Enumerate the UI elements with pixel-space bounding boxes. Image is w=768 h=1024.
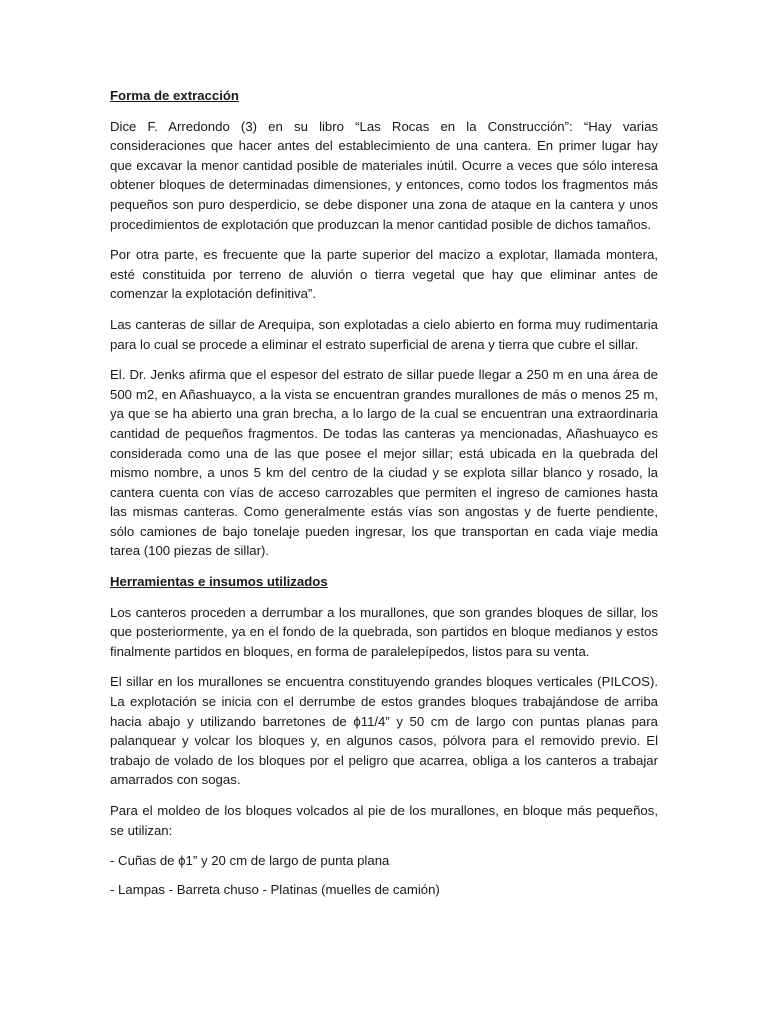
paragraph-canteras-arequipa: Las canteras de sillar de Arequipa, son explotadas a cielo abierto en forma muy rudimentaria para lo cual se procede a eliminar el estrato superficial de arena y tierra que cubre el sillar. [110, 316, 658, 352]
list-item-cunas: - Cuñas de ϕ1” y 20 cm de largo de punta plana [110, 853, 390, 869]
section-heading-extraction: Forma de extracción [110, 88, 239, 103]
paragraph-canteros: Los canteros proceden a derrumbar a los murallones, que son grandes bloques de sillar, los que posteriormente, ya en el fondo de la quebrada, son partidos en bloque medianos y estos finalmente partidos en bloques, en forma de paralelepípedos, listos para su venta. [110, 604, 658, 659]
section-heading-tools: Herramientas e insumos utilizados [110, 574, 328, 590]
paragraph-arredondo-quote: Dice F. Arredondo (3) en su libro “Las Rocas en la Construcción”: “Hay varias consideraciones que hacer antes del establecimiento de una cantera. En primer lugar hay que excavar la menor cantidad posible de materiales inútil. Ocurre a veces que sólo interesa obtener bloques de determinadas dimensiones, y entonces, como todos los fragmentos más pequeños son puro desperdicio, se debe disponer una zona de ataque en la cantera y unos procedimientos de explotación que produzcan la menor cantidad posible de dichos tamaños. [110, 118, 658, 232]
document-body [110, 86, 658, 908]
paragraph-moldeo: Para el moldeo de los bloques volcados al pie de los murallones, en bloque más pequeños, se utilizan: [110, 803, 658, 838]
paragraph-pilcos: El sillar en los murallones se encuentra constituyendo grandes bloques verticales (PILCOS). La explotación se inicia con el derrumbe de estos grandes bloques trabajándose de arriba hacia abajo y utilizando barretones de ϕ11/4” y 50 cm de largo con puntas planas para palanquear y volcar los bloques y, en algunos casos, pólvora para el removido previo. El trabajo de volado de los bloques por el peligro que acarrea, obliga a los canteros a trabajar amarrados con sogas. [110, 674, 658, 788]
paragraph-montera: Por otra parte, es frecuente que la parte superior del macizo a explotar, llamada montera, esté constituida por terreno de aluvión o tierra vegetal que hay que eliminar antes de comenzar la explotación definitiva”. [110, 247, 658, 302]
list-item-lampas: - Lampas - Barreta chuso - Platinas (muelles de camión) [110, 881, 440, 897]
paragraph-jenks: El. Dr. Jenks afirma que el espesor del estrato de sillar puede llegar a 250 m en una área de 500 m2, en Añashuayco, a la vista se encuentran grandes murallones de más o menos 25 m, ya que se ha abierto una gran brecha, a lo largo de la cual se encuentran una extraordinaria cantidad de pequeños fragmentos. De todas las canteras ya mencionadas, Añashuayco es considerada como una de las que posee el mejor sillar; está ubicada en la quebrada del mismo nombre, a unos 5 km del centro de la ciudad y se explota sillar blanco y rosado, la cantera cuenta con vías de acceso carrozables que permiten el ingreso de camiones hasta las mismas canteras. Como generalmente estás vías son angostas y de fuerte pendiente, sólo camiones de bajo tonelaje pueden ingresar, los que transportan en cada viaje media tarea (100 piezas de sillar). [110, 367, 658, 559]
